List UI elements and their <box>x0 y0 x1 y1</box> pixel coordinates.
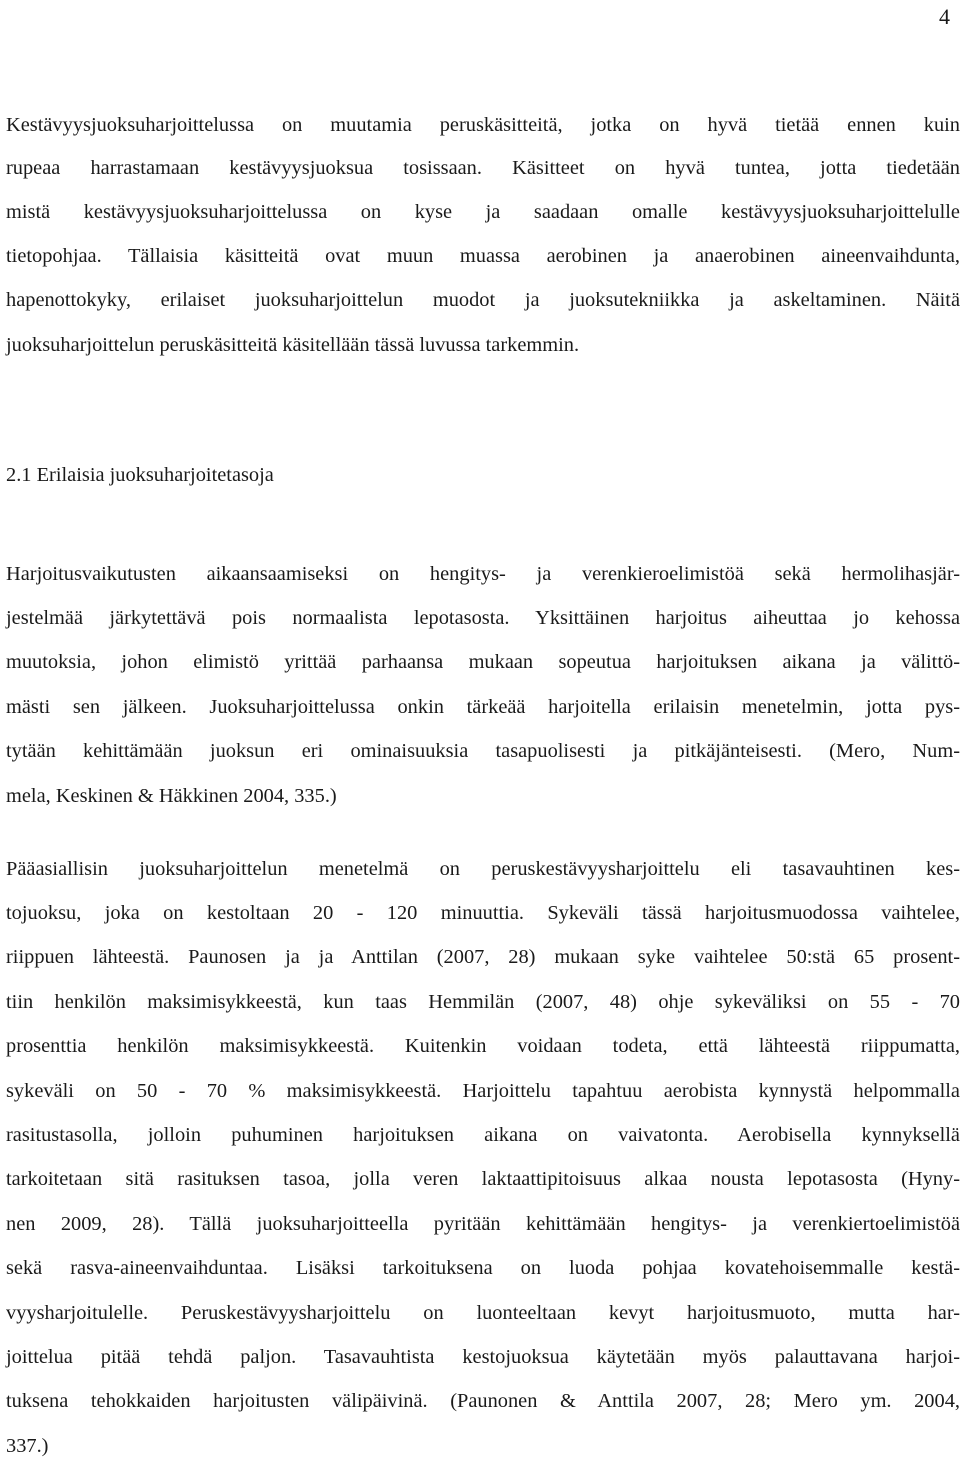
paragraph-3-line-2: tojuoksu, joka on kestoltaan 20 - 120 minuuttia. Sykeväli tässä harjoitusmuodossa vaihtelee, <box>6 902 960 924</box>
section-heading: 2.1 Erilaisia juoksuharjoitetasoja <box>6 464 274 486</box>
paragraph-1-line-4: tietopohjaa. Tällaisia käsitteitä ovat muun muassa aerobinen ja anaerobinen aineenvaihdunta, <box>6 245 960 267</box>
paragraph-3-line-12: joittelua pitää tehdä paljon. Tasavauhtista kestojuoksua käytetään myös palauttavana harjoi- <box>6 1346 960 1368</box>
paragraph-2-line-6: mela, Keskinen & Häkkinen 2004, 335.) <box>6 785 337 807</box>
paragraph-2-line-5: tytään kehittämään juoksun eri ominaisuuksia tasapuolisesti ja pitkäjänteisesti. (Mero, Num- <box>6 740 960 762</box>
paragraph-3-line-3: riippuen lähteestä. Paunosen ja ja Anttilan (2007, 28) mukaan syke vaihtelee 50:stä 65 prosent- <box>6 946 960 968</box>
page-number: 4 <box>939 4 950 29</box>
paragraph-3-line-13: tuksena tehokkaiden harjoitusten välipäivinä. (Paunonen & Anttila 2007, 28; Mero ym. 2004, <box>6 1390 960 1412</box>
paragraph-2-line-1: Harjoitusvaikutusten aikaansaamiseksi on hengitys- ja verenkieroelimistöä sekä hermolihasjär- <box>6 563 960 585</box>
paragraph-2-line-4: mästi sen jälkeen. Juoksuharjoittelussa onkin tärkeää harjoitella erilaisin menetelmin, jotta pys- <box>6 696 960 718</box>
paragraph-1-line-6: juoksuharjoittelun peruskäsitteitä käsitellään tässä luvussa tarkemmin. <box>6 334 580 356</box>
paragraph-3-line-8: tarkoitetaan sitä rasituksen tasoa, jolla veren laktaattipitoisuus alkaa nousta lepotasosta (Hyny- <box>6 1168 960 1190</box>
paragraph-1-line-2: rupeaa harrastamaan kestävyysjuoksua tosissaan. Käsitteet on hyvä tuntea, jotta tiedetään <box>6 157 960 179</box>
paragraph-1-line-1: Kestävyysjuoksuharjoittelussa on muutamia peruskäsitteitä, jotka on hyvä tietää ennen kuin <box>6 114 960 136</box>
paragraph-3-line-10: sekä rasva-aineenvaihduntaa. Lisäksi tarkoituksena on luoda pohjaa kovatehoisemmalle kestä- <box>6 1257 960 1279</box>
paragraph-3-line-5: prosenttia henkilön maksimisykkeestä. Kuitenkin voidaan todeta, että lähteestä riippumatta, <box>6 1035 960 1057</box>
paragraph-3-line-7: rasitustasolla, jolloin puhuminen harjoituksen aikana on vaivatonta. Aerobisella kynnyksellä <box>6 1124 960 1146</box>
paragraph-3-line-9: nen 2009, 28). Tällä juoksuharjoitteella pyritään kehittämään hengitys- ja verenkiertoelimistöä <box>6 1213 960 1235</box>
paragraph-1-line-5: hapenottokyky, erilaiset juoksuharjoittelun muodot ja juoksutekniikka ja askeltaminen. Näitä <box>6 289 960 311</box>
paragraph-3-line-1: Pääasiallisin juoksuharjoittelun menetelmä on peruskestävyysharjoittelu eli tasavauhtinen kes- <box>6 858 960 880</box>
paragraph-1-line-3: mistä kestävyysjuoksuharjoittelussa on kyse ja saadaan omalle kestävyysjuoksuharjoittelulle <box>6 201 960 223</box>
paragraph-2-line-3: muutoksia, johon elimistö yrittää parhaansa mukaan sopeutua harjoituksen aikana ja välittö- <box>6 651 960 673</box>
paragraph-2-line-2: jestelmää järkytettävä pois normaalista lepotasosta. Yksittäinen harjoitus aiheuttaa jo kehossa <box>6 607 960 629</box>
paragraph-3-line-11: vyysharjoitulelle. Peruskestävyysharjoittelu on luonteeltaan kevyt harjoitusmuoto, mutta har- <box>6 1302 960 1324</box>
paragraph-3-line-4: tiin henkilön maksimisykkeestä, kun taas Hemmilän (2007, 48) ohje sykeväliksi on 55 - 70 <box>6 991 960 1013</box>
paragraph-3-line-6: sykeväli on 50 - 70 % maksimisykkeestä. Harjoittelu tapahtuu aerobista kynnystä helpommalla <box>6 1080 960 1102</box>
paragraph-3-line-14: 337.) <box>6 1435 49 1457</box>
